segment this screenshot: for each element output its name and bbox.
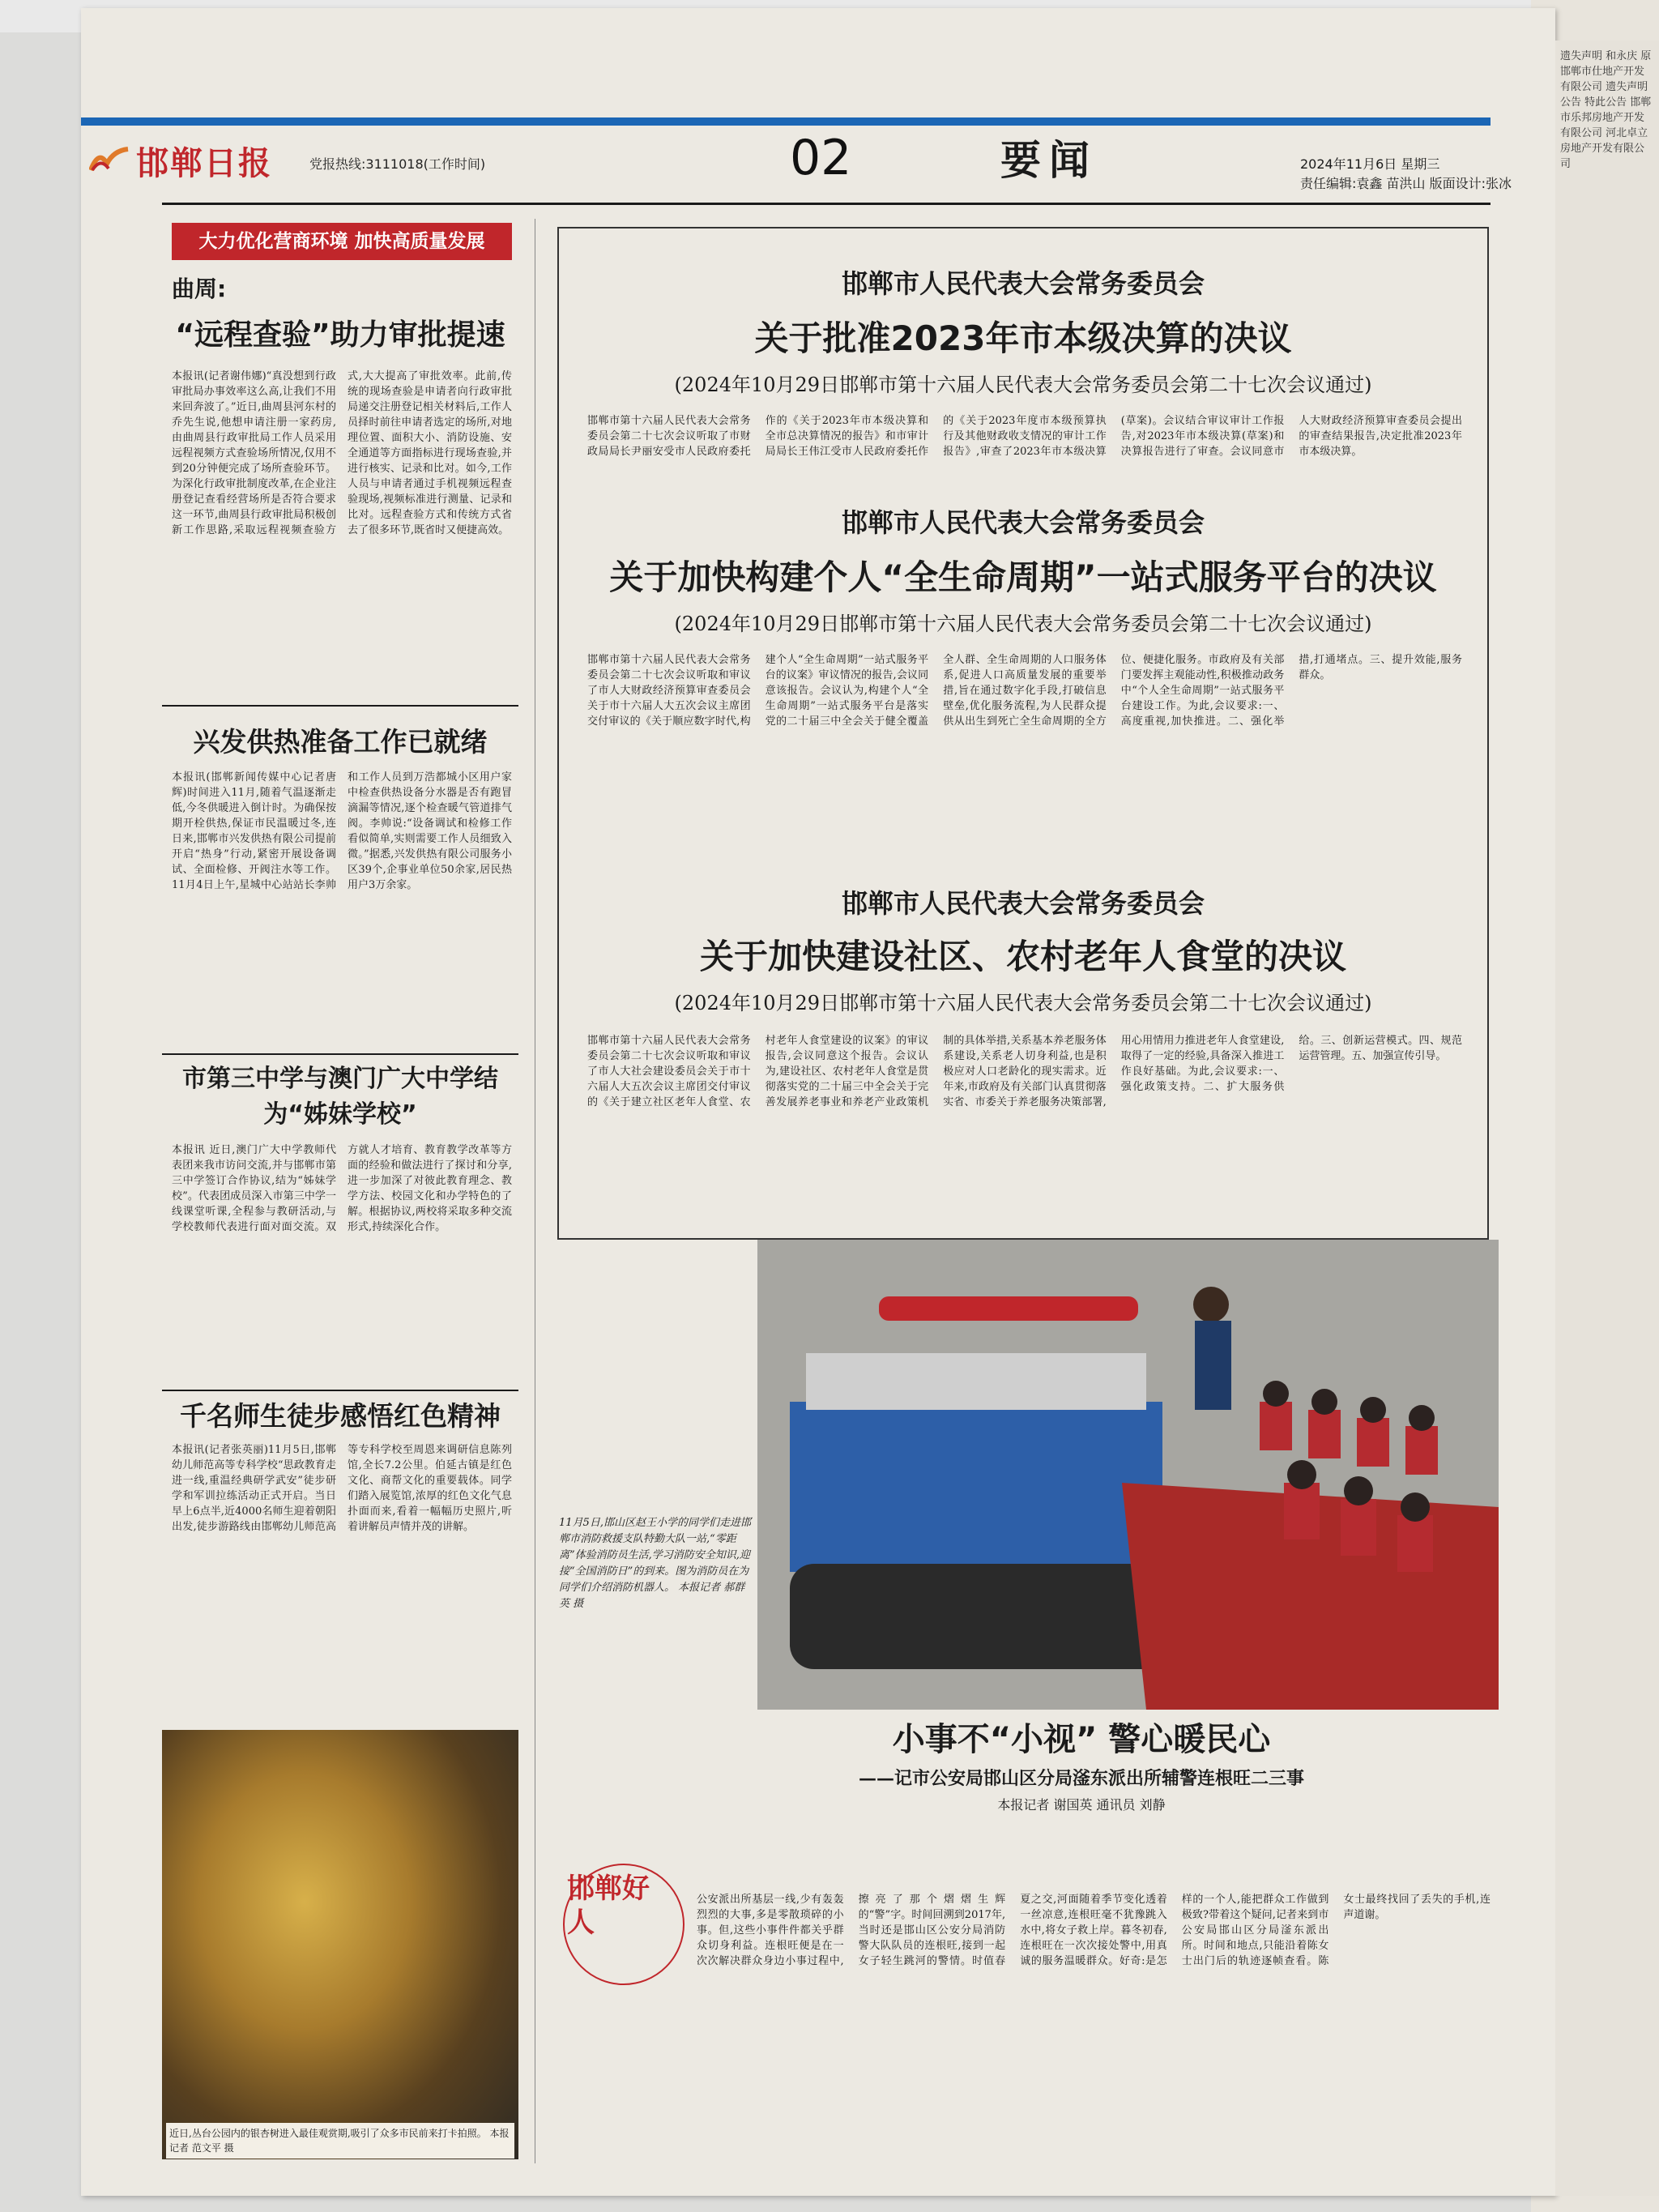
resolution-issuer: 邯郸市人民代表大会常务委员会: [841, 507, 1205, 538]
page-number: 02: [790, 130, 852, 186]
resolution-body: 邯郸市第十六届人民代表大会常务委员会第二十七次会议听取和审议了市人大社会建设委员会关于市十六届人大五次会议主席团交付审议的《关于建立社区老年人食堂、农村老年人食堂建设的议案》的审议报告,会议同意这个报告。会议认为,建设社区、农村老年人食堂是贯彻落实党的二十届三中全会关于完善发展养老事业和养老产业政策机制的具体举措,关系基本养老服务体系建设,关系老人切身利益,也是积极应对人口老龄化的现实需求。近年来,市政府及有关部门认真贯彻落实省、市委关于养老服务决策部署,用心用情用力推进老年人食堂建设,取得了一定的经验,具备深入推进工作良好基础。为此,会议要求:一、强化政策支持。二、扩大服务供给。三、创新运营模式。四、规范运营管理。五、加强宣传引导。: [587, 1035, 1462, 1108]
story-divider: [162, 705, 518, 707]
feature-body: 公安派出所基层一线,少有轰轰烈烈的大事,多是零散琐碎的小事。但,这些小事件件都关乎群众切身利益。连根旺便是在一次次解决群众身边小事过程中,擦亮了那个熠熠生辉的“警”字。时间回溯到2017年,当时还是邯山区公安分局消防警大队队员的连根旺,接到一起女子轻生跳河的警情。时值春夏之交,河面随着季节变化透着一丝凉意,连根旺毫不犹豫跳入水中,将女子救上岸。暮冬初春,连根旺在一次次接处警中,用真诚的服务温暖群众。好奇:是怎样的一个人,能把群众工作做到极致?带着这个疑问,记者来到市公安局邯山区分局滏东派出所。时间和地点,只能沿着陈女士出门后的轨迹逐帧查看。陈女士最终找回了丢失的手机,连声道谢。: [697, 1894, 1491, 1967]
story-divider: [162, 1053, 518, 1055]
story-body: 本报讯 近日,澳门广大中学教师代表团来我市访问交流,并与邯郸市第三中学签订合作协议,结为“姊妹学校”。代表团成员深入市第三中学一线课堂听课,全程参与教研活动,与学校教师代表进行面对面交流。双方就人才培育、教育教学改革等方面的经验和做法进行了探讨和分享,进一步加深了对彼此教育理念、教学方法、校园文化和办学特色的了解。根据协议,两校将采取多种交流形式,持续深化合作。: [172, 1144, 512, 1233]
story-headline: 市第三中学与澳门广大中学结为“姊妹学校”: [182, 1065, 498, 1129]
story-headline: 兴发供热准备工作已就绪: [193, 726, 488, 758]
masthead-rule: [162, 203, 1491, 205]
next-page-text: 遗失声明 和永庆 原邯郸市仕地产开发有限公司 遗失声明 公告 特此公告 邯郸市乐邦房地产开发有限公司 河北卓立房地产开发有限公司: [1560, 50, 1652, 170]
resolution-body: 邯郸市第十六届人民代表大会常务委员会第二十七次会议听取了市财政局局长尹丽安受市人民政府委托作的《关于2023年市本级决算和全市总决算情况的报告》和市审计局局长王伟江受市人民政府委托作的《关于2023年度市本级预算执行及其他财政收支情况的审计工作报告》,审查了2023年市本级决算(草案)。会议结合审议审计工作报告,对2023年市本级决算(草案)和决算报告进行了审查。会议同意市人大财政经济预算审查委员会提出的审查结果报告,决定批准2023年市本级决算。: [587, 415, 1462, 458]
resolution-issuer: 邯郸市人民代表大会常务委员会: [841, 268, 1205, 299]
resolution-title: 关于批准2023年市本级决算的决议: [754, 318, 1292, 358]
newspaper-logo-icon: [89, 146, 130, 173]
story-headline: 千名师生徒步感悟红色精神: [180, 1400, 501, 1432]
story-divider: [162, 1390, 518, 1391]
feature-byline: 本报记者 谢国英 通讯员 刘静: [997, 1797, 1166, 1813]
resolution-title: 关于加快构建个人“全生命周期”一站式服务平台的决议: [609, 557, 1437, 597]
ginkgo-photo: [162, 1730, 518, 2159]
resolution-issuer: 邯郸市人民代表大会常务委员会: [841, 888, 1205, 919]
resolution-subtitle: (2024年10月29日邯郸市第十六届人民代表大会常务委员会第二十七次会议通过): [674, 613, 1372, 635]
column-banner: 大力优化营商环境 加快高质量发展: [172, 223, 512, 260]
hotline: 党报热线:3111018(工作时间): [309, 156, 486, 172]
story-body: 本报讯(记者张英丽)11月5日,邯郸幼儿师范高等专科学校“思政教育走进一线,重温经典研学武安”徒步研学和军训拉练活动正式开启。当日早上6点半,近4000名师生迎着朝阳出发,徒步游路线由邯郸幼儿师范高等专科学校至周恩来调研信息陈列馆,全长7.2公里。伯延古镇是红色文化、商帮文化的重要载体。同学们踏入展览馆,浓厚的红色文化气息扑面而来,看着一幅幅历史照片,听着讲解员声情并茂的讲解。: [172, 1444, 512, 1533]
next-page-edge: [1555, 41, 1659, 2196]
resolution-title: 关于加快建设社区、农村老年人食堂的决议: [699, 937, 1346, 976]
story-body: 本报讯(邯郸新闻传媒中心记者唐辉)时间进入11月,随着气温逐渐走低,今冬供暖进入倒计时。为确保按期开栓供热,保证市民温暖过冬,连日来,邯郸市兴发供热有限公司提前开启“热身”行动,紧密开展设备调试、全面检修、开阀注水等工作。11月4日上午,星城中心站站长李帅和工作人员到万浩都城小区用户家中检查供热设备分水器是否有跑冒滴漏等情况,逐个检查暖气管道排气阀。李帅说:“设备调试和检修工作看似简单,实则需要工作人员细致入微。”据悉,兴发供热有限公司服务小区39个,企事业单位50余家,居民热用户3万余家。: [172, 771, 512, 891]
resolution-subtitle: (2024年10月29日邯郸市第十六届人民代表大会常务委员会第二十七次会议通过): [674, 992, 1372, 1014]
photo-caption: 近日,丛台公园内的银杏树进入最佳观赏期,吸引了众多市民前来打卡拍照。 本报记者 范文平 摄: [166, 2123, 514, 2159]
fire-robot-photo: [757, 1240, 1499, 1710]
photo-caption: 11月5日,邯山区赵王小学的同学们走进邯郸市消防救援支队特勤大队一站,“零距离”体验消防员生活,学习消防安全知识,迎接“全国消防日”的到来。图为消防员在为同学们介绍消防机器人。 本报记者 郝群英 摄: [559, 1517, 751, 1610]
good-people-tag: 邯郸好人: [567, 1873, 650, 1939]
resolution-body: 邯郸市第十六届人民代表大会常务委员会第二十七次会议听取和审议了市人大财政经济预算审查委员会关于市十六届人大五次会议主席团交付审议的《关于顺应数字时代,构建个人“全生命周期”一站式服务平台的议案》审议情况的报告,会议同意该报告。会议认为,构建个人“全生命周期”一站式服务平台是落实党的二十届三中全会关于健全覆盖全人群、全生命周期的人口服务体系,促进人口高质量发展的重要举措,旨在通过数字化手段,打破信息壁垒,优化服务流程,为人民群众提供从出生到死亡全生命周期的全方位、便捷化服务。市政府及有关部门要发挥主观能动性,积极推动政务中“个人全生命周期”一站式服务平台建设工作。为此,会议要求:一、高度重视,加快推进。二、强化举措,打通堵点。三、提升效能,服务群众。: [587, 654, 1462, 728]
editor-credits: 责任编辑:袁鑫 苗洪山 版面设计:张冰: [1300, 176, 1512, 191]
feature-headline: 小事不“小视” 警心暖民心: [892, 1721, 1271, 1758]
story-kicker: 曲周:: [172, 275, 227, 302]
section-title: 要闻: [1000, 137, 1098, 184]
feature-subheadline: ——记市公安局邯山区分局滏东派出所辅警连根旺二三事: [858, 1768, 1304, 1789]
masthead-band: [81, 117, 1491, 126]
story-body: 本报讯(记者谢伟娜)“真没想到行政审批局办事效率这么高,让我们不用来回奔波了。”近日,曲周县河东村的乔先生说,他想申请注册一家药房,由曲周县行政审批局工作人员采用远程视频方式查验场所情况,仅用不到20分钟便完成了场所查验环节。为深化行政审批制度改革,在企业注册登记查看经营场所是否符合要求这一环节,曲周县行政审批局积极创新工作思路,采取远程视频查验方式,大大提高了审批效率。此前,传统的现场查验是申请者向行政审批局递交注册登记相关材料后,工作人员择时前往申请者选定的场所,对地理位置、面积大小、消防设施、安全通道等方面指标进行现场查验,并进行核实、记录和比对。如今,工作人员与申请者通过手机视频远程查验现场,视频标准进行测量、记录和比对。远程查验方式和传统方式省去了很多环节,既省时又便捷高效。: [172, 370, 512, 536]
photo-illustration: [757, 1240, 1499, 1710]
story-headline: “远程查验”助力审批提速: [175, 318, 505, 352]
resolution-subtitle: (2024年10月29日邯郸市第十六届人民代表大会常务委员会第二十七次会议通过): [674, 374, 1372, 396]
issue-date: 2024年11月6日 星期三: [1300, 156, 1440, 172]
newspaper-logo: 邯郸日报: [136, 144, 272, 182]
